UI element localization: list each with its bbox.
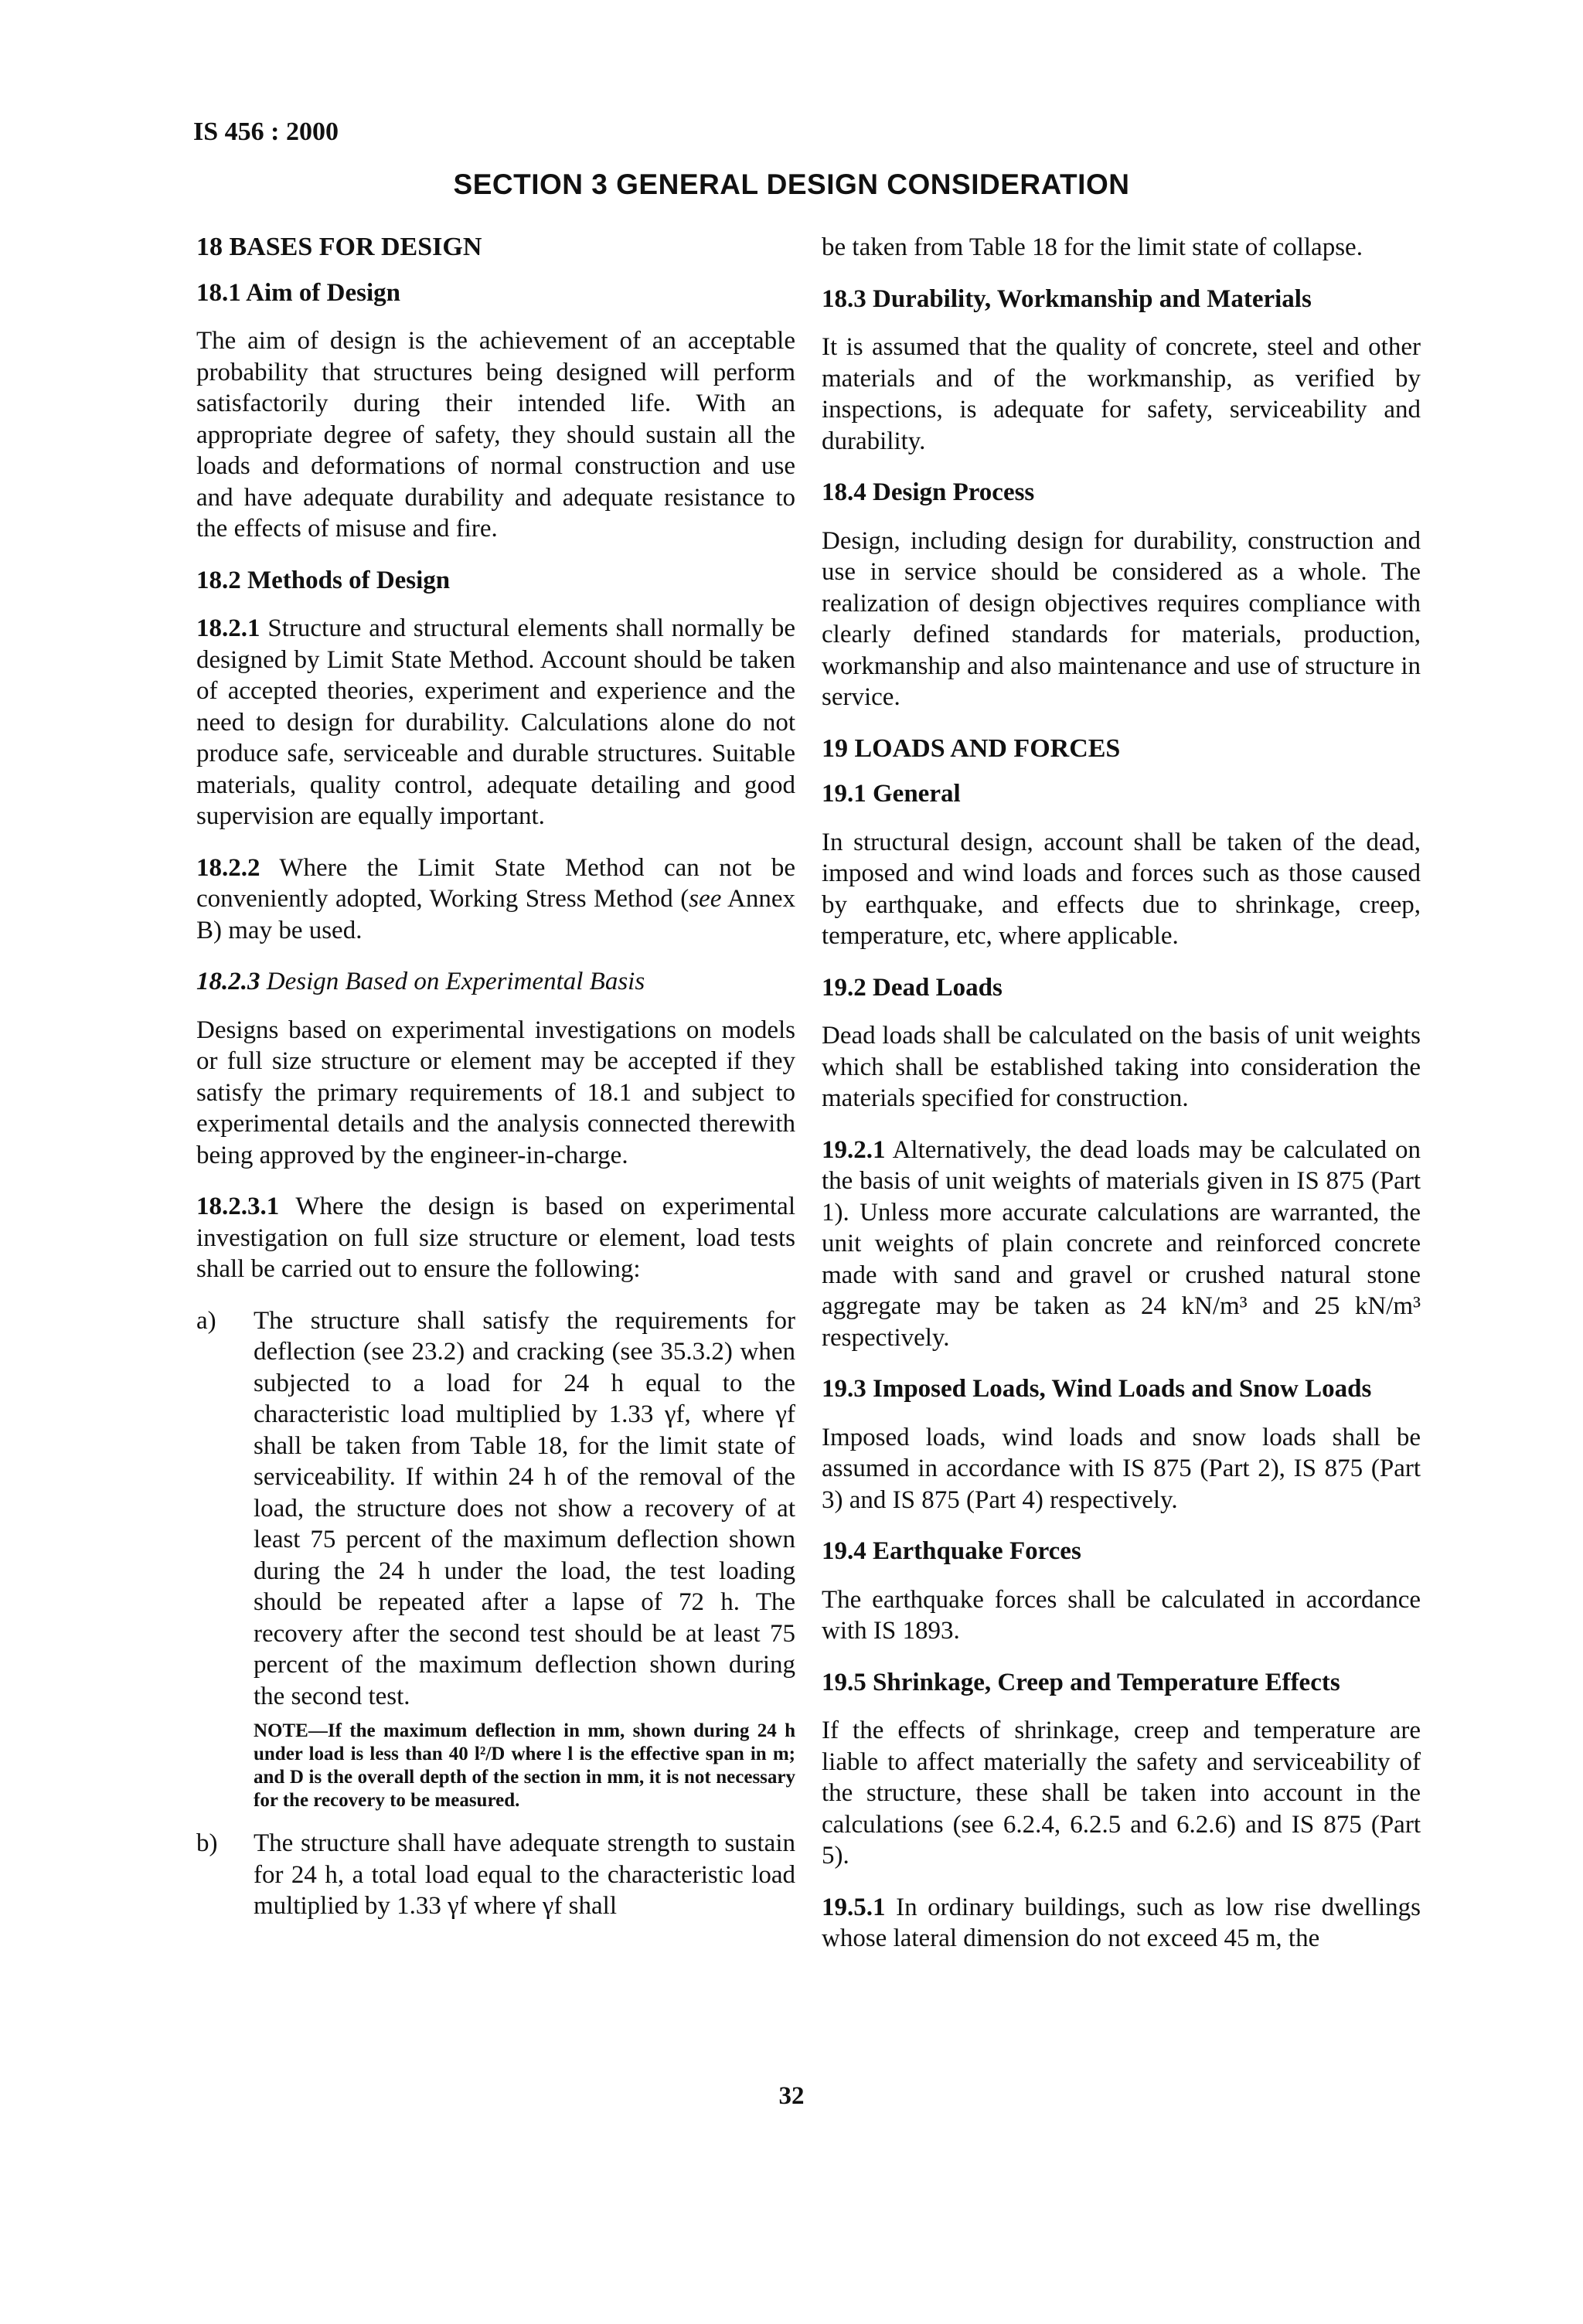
see-ref: see	[689, 885, 722, 913]
document-id: IS 456 : 2000	[193, 117, 339, 146]
list-text: The structure shall have adequate strength to sustain for 24 h, a total load equal to the characteristic load multiplied by 1.33 γf where γf shall	[254, 1829, 795, 1920]
para-19-1: In structural design, account shall be taken of the dead, imposed and wind loads and forces such as those caused by earthquake, and effects due to shrinkage, creep, temperature, etc, where applicable.	[822, 828, 1421, 950]
clause-text: Where the design is based on experimental investigation on full size structure or element, load tests shall be carried out to ensure the following:	[196, 1193, 795, 1283]
clause-text: Where the Limit State Method can not be conveniently adopted, Working Stress Method (	[196, 853, 795, 913]
clause-number: 18.2.3.1	[196, 1193, 280, 1220]
section-title: SECTION 3 GENERAL DESIGN CONSIDERATION	[453, 168, 1130, 200]
clause-text: Alternatively, the dead loads may be calculated on the basis of unit weights of materials given in IS 875 (Part 1). Unless more accurate calculations are warranted, the unit weights of plain concrete and reinforced concrete made with sand and gravel or crushed natural stone aggregate may be taken as 24 kN/m³ and 25 kN/m³ respectively.	[822, 1135, 1421, 1352]
continued-text: be taken from Table 18 for the limit state of collapse.	[822, 233, 1363, 261]
list-item-b	[196, 1828, 795, 1922]
clause-text: Annex B) may be used.	[196, 885, 795, 944]
heading-19-5: 19.5 Shrinkage, Creep and Temperature Effects	[822, 1668, 1340, 1696]
heading-19-2: 19.2 Dead Loads	[822, 973, 1003, 1002]
heading-18-3: 18.3 Durability, Workmanship and Materials	[822, 284, 1312, 313]
list-text: The structure shall satisfy the requirements for deflection (see 23.2) and cracking (see 35.3.2) when subjected to a load for 24 h equal to the characteristic load multiplied by 1.33 γf, where γf shall be taken from Table 18, for the limit state of serviceability. If within 24 h of the removal of the load, the structure does not show a recovery of at least 75 percent of the maximum deflection shown during the 24 h under the load, the test loading should be repeated after a lapse of 72 h. The recovery after the second test should be at least 75 percent of the maximum deflection shown during the second test.	[254, 1306, 795, 1710]
para-18-2-3: Designs based on experimental investigations on models or full size structure or element may be accepted if they satisfy the primary requirements of 18.1 and subject to experimental details and the analysis connected therewith being approved by the engineer-in-charge.	[196, 1016, 795, 1169]
para-18-4: Design, including design for durability, construction and use in service should be considered as a whole. The realization of design objectives requires compliance with clearly defined standards for materials, production, workmanship and also maintenance and use of structure in service.	[822, 526, 1421, 711]
para-19-5: If the effects of shrinkage, creep and temperature are liable to affect materially the safety and serviceability of the structure, these shall be taken into account in the calculations (see 6.2.4, 6.2.5 and 6.2.6) and IS 875 (Part 5).	[822, 1717, 1421, 1870]
heading-19: 19 LOADS AND FORCES	[822, 733, 1121, 763]
clause-text: Structure and structural elements shall normally be designed by Limit State Method. Account should be taken of accepted theories, experiment and experience and the need to design for durability. Calculations alone do not produce safe, serviceable and durable structures. Suitable materials, quality control, adequate detailing and good supervision are equally important.	[196, 614, 796, 830]
para-19-3: Imposed loads, wind loads and snow loads shall be assumed in accordance with IS 875 (Part 2), IS 875 (Part 3) and IS 875 (Part 4) respectively.	[822, 1423, 1421, 1514]
clause-title: Design Based on Experimental Basis	[266, 968, 645, 995]
right-column	[822, 232, 1421, 1975]
para-18-2-3-1	[196, 1191, 795, 1285]
heading-19-4: 19.4 Earthquake Forces	[822, 1537, 1081, 1565]
heading-19-3: 19.3 Imposed Loads, Wind Loads and Snow Loads	[822, 1375, 1372, 1403]
heading-18-2-3	[196, 966, 795, 998]
clause-number: 19.2.1	[822, 1135, 886, 1164]
note: NOTE—If the maximum deflection in mm, shown during 24 h under load is less than 40 l²/D where l is the effective span in m; and D is the overall depth of the section in mm, it is not necessary for the recovery to be measured.	[254, 1720, 795, 1811]
page-number: 32	[778, 2082, 805, 2110]
heading-18-1: 18.1 Aim of Design	[196, 278, 400, 307]
para-18-1: The aim of design is the achievement of an acceptable probability that structures being designed will perform satisfactorily during their intended life. With an appropriate degree of safety, they should sustain all the loads and deformations of normal construction and use and have adequate durability and adequate resistance to the effects of misuse and fire.	[196, 327, 795, 543]
clause-number: 18.2.2	[196, 853, 260, 882]
clause-number: 18.2.3	[196, 968, 260, 995]
heading-18-4: 18.4 Design Process	[822, 478, 1035, 506]
para-18-2-1	[196, 613, 795, 832]
para-19-2-1	[822, 1135, 1421, 1354]
clause-text: In ordinary buildings, such as low rise dwellings whose lateral dimension do not exceed 45 m, the	[822, 1893, 1421, 1952]
list-label: a)	[196, 1306, 216, 1335]
list-label: b)	[196, 1829, 218, 1857]
heading-19-1: 19.1 General	[822, 780, 961, 808]
heading-18: 18 BASES FOR DESIGN	[196, 233, 482, 261]
para-18-2-2	[196, 852, 795, 947]
clause-number: 19.5.1	[822, 1893, 886, 1921]
left-column	[196, 232, 795, 1933]
para-19-5-1	[822, 1892, 1421, 1955]
requirements-list	[196, 1305, 795, 1922]
para-19-4: The earthquake forces shall be calculated in accordance with IS 1893.	[822, 1585, 1421, 1645]
heading-18-2: 18.2 Methods of Design	[196, 566, 451, 594]
list-item-a	[196, 1305, 795, 1713]
clause-number: 18.2.1	[196, 614, 260, 642]
para-18-3: It is assumed that the quality of concrete, steel and other materials and of the workmanship, as verified by inspections, is adequate for safety, serviceability and durability.	[822, 333, 1421, 455]
para-19-2: Dead loads shall be calculated on the basis of unit weights which shall be established taking into consideration the materials specified for construction.	[822, 1022, 1421, 1112]
